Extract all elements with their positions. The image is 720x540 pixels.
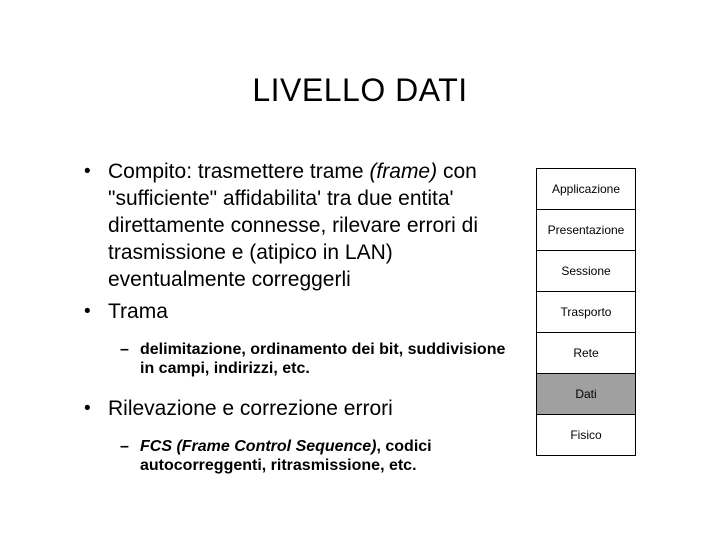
osi-stack (536, 168, 636, 456)
bullet-text-cont: con "sufficiente" affidabilita' tra due entita' direttamente connesse, rilevare errori di trasmissione e (atipico in LAN) eventualmente correggerli (108, 160, 479, 291)
bullet-marker: • (84, 161, 91, 182)
sub-bullet-marker: – (120, 438, 129, 455)
osi-layer-dati: Dati (536, 373, 636, 415)
bullet-rilevazione (84, 395, 524, 422)
bullet-trama (84, 298, 524, 325)
bullet-text: Rilevazione e correzione errori (108, 397, 393, 420)
osi-layer-sessione: Sessione (536, 250, 636, 292)
bullet-marker: • (84, 301, 91, 322)
osi-layer-trasporto: Trasporto (536, 291, 636, 333)
bullet-text: Compito: trasmettere trame (108, 160, 364, 183)
bullet-list (84, 158, 524, 492)
bullet-compito (84, 158, 524, 293)
sub-bullet-text: , codici autocorreggenti, ritrasmissione, etc. (140, 438, 432, 474)
sub-bullet-rilevazione (84, 437, 524, 475)
osi-layer-fisico: Fisico (536, 414, 636, 456)
sub-bullet-text: delimitazione, ordinamento dei bit, suddivisione in campi, indirizzi, etc. (140, 341, 506, 377)
osi-layer-applicazione: Applicazione (536, 168, 636, 210)
bullet-text: Trama (108, 300, 168, 323)
sub-bullet-text-italic: FCS (Frame Control Sequence) (140, 438, 377, 455)
osi-layer-presentazione: Presentazione (536, 209, 636, 251)
sub-bullet-marker: – (120, 341, 129, 358)
slide-title: LIVELLO DATI (252, 72, 468, 108)
bullet-text-italic: (frame) (369, 160, 438, 183)
sub-bullet-trama (84, 340, 524, 378)
bullet-marker: • (84, 398, 91, 419)
osi-layer-rete: Rete (536, 332, 636, 374)
